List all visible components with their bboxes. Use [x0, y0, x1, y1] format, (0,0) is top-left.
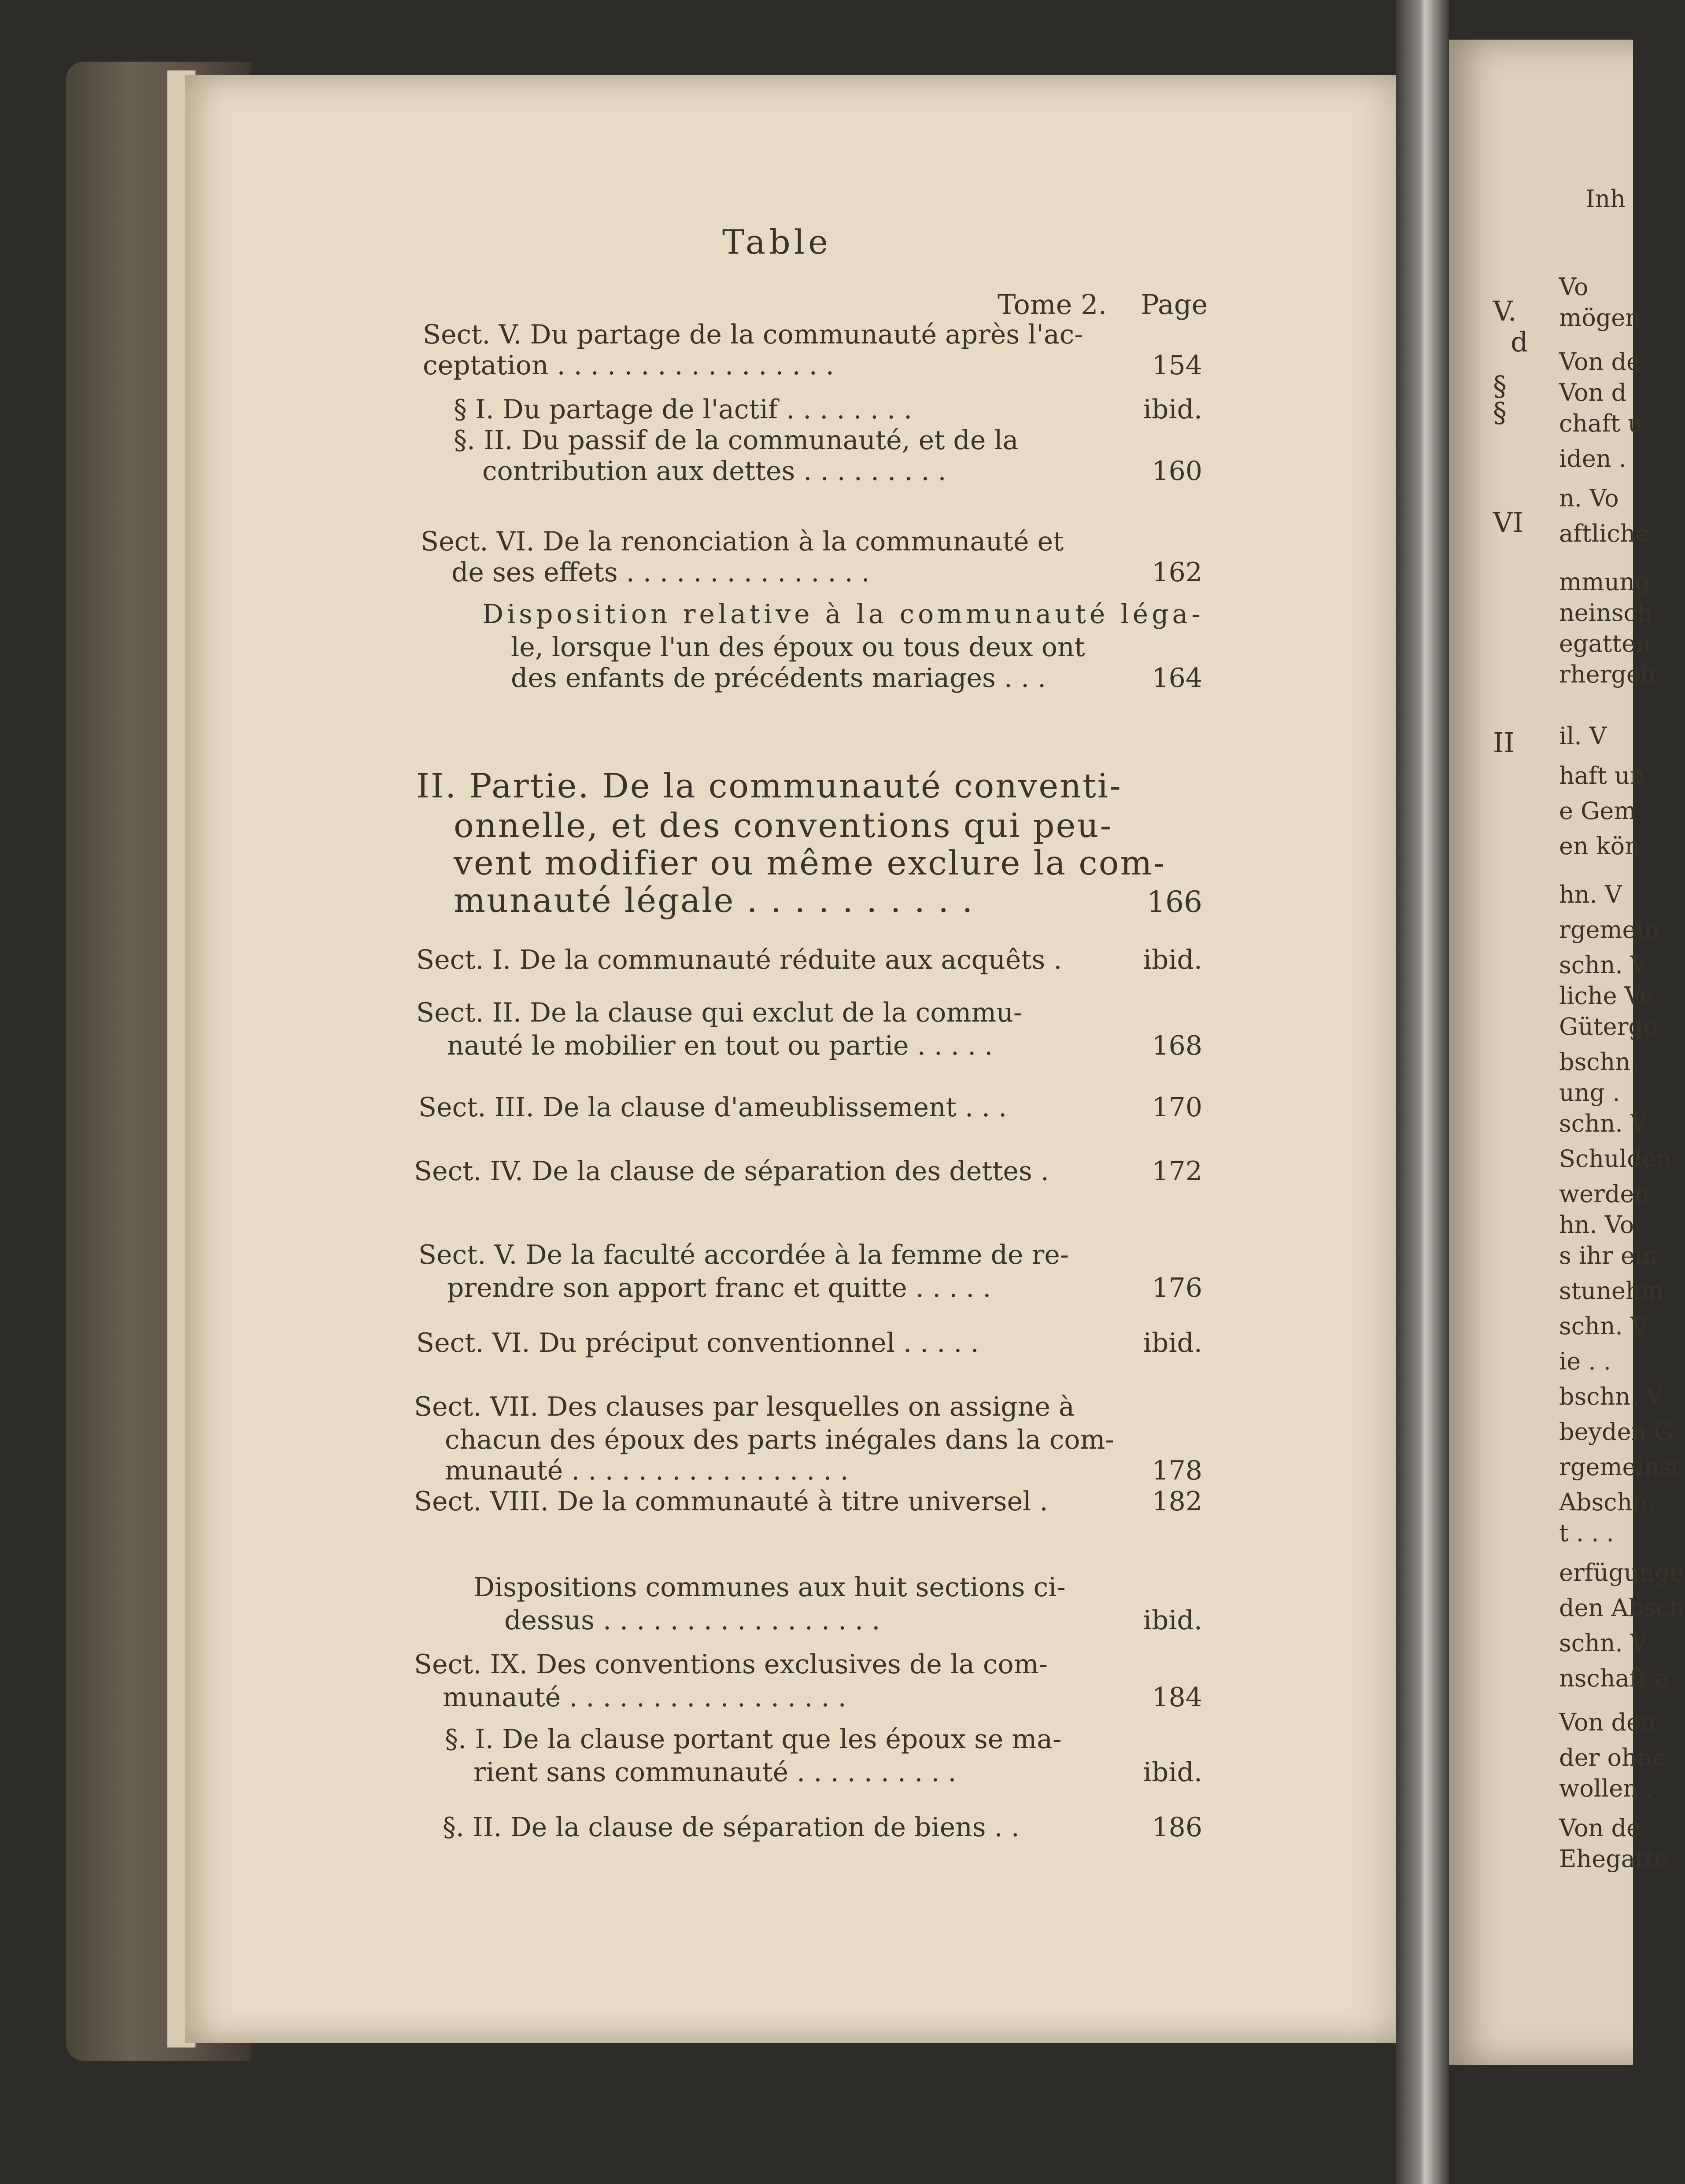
toc-line: Dispositions communes aux huit sections ci-: [473, 1572, 1066, 1603]
facing-page-line: bschn.: [1559, 1048, 1638, 1076]
facing-page-line: Von d: [1559, 379, 1627, 406]
toc-line: contribution aux dettes . . . . . . . . .: [482, 456, 946, 487]
toc-page: 164: [1152, 663, 1202, 694]
toc-line: Disposition relative à la communauté léga-: [482, 599, 1204, 630]
toc-page: 176: [1152, 1273, 1202, 1303]
facing-page-line: Von den: [1559, 1708, 1656, 1736]
facing-page-line: iden .: [1559, 445, 1626, 472]
toc-page: 182: [1152, 1486, 1202, 1517]
book-gutter: [1396, 0, 1449, 2184]
toc-page: 172: [1152, 1156, 1202, 1187]
toc-line: des enfants de précédents mariages . . .: [511, 663, 1046, 694]
toc-line: Sect. VI. De la renonciation à la communauté et: [421, 526, 1064, 557]
toc-line: rient sans communauté . . . . . . . . . .: [473, 1757, 957, 1788]
toc-line: Sect. IV. De la clause de séparation des dettes .: [414, 1156, 1049, 1187]
toc-line: nauté le mobilier en tout ou partie . . . . .: [447, 1030, 993, 1061]
toc-line: Sect. I. De la communauté réduite aux acquêts .: [416, 944, 1062, 975]
facing-page-line: den Absch: [1559, 1594, 1685, 1622]
facing-page-line: erfügunge: [1559, 1559, 1684, 1586]
facing-page-line: bschn. V: [1559, 1383, 1663, 1410]
facing-page-line: Güterge: [1559, 1013, 1658, 1040]
facing-page-line: nschaft a: [1559, 1664, 1670, 1692]
facing-page-line: beyden G: [1559, 1418, 1673, 1446]
toc-page: ibid.: [1143, 1328, 1202, 1358]
facing-page-line: wollen .: [1559, 1774, 1654, 1802]
facing-page-line: stunehm: [1559, 1277, 1663, 1305]
toc-page: 186: [1152, 1812, 1202, 1843]
facing-page-line: n. Vo: [1559, 484, 1619, 512]
facing-page-line: Von de: [1559, 1814, 1641, 1842]
toc-line: § I. Du partage de l'actif . . . . . . . .: [454, 394, 913, 425]
toc-line: Sect. VII. Des clauses par lesquelles on assigne à: [414, 1391, 1075, 1422]
facing-page-line: hn. V: [1559, 881, 1622, 908]
facing-page-line: Ehegatte: [1559, 1845, 1669, 1873]
toc-line: §. II. Du passif de la communauté, et de la: [454, 425, 1019, 456]
page-column-label: Page: [1141, 288, 1208, 321]
toc-line: Sect. IX. Des conventions exclusives de la com-: [414, 1649, 1048, 1680]
facing-page-margin-mark: V.: [1493, 295, 1517, 327]
facing-page-line: Abschn.: [1559, 1488, 1655, 1516]
facing-page-line: en kön: [1559, 832, 1640, 860]
facing-page-line: schn. V: [1559, 1110, 1648, 1137]
toc-line: Sect. V. De la faculté accordée à la femme de re-: [418, 1240, 1069, 1270]
toc-page: 170: [1152, 1092, 1202, 1123]
facing-page-line: Von de: [1559, 348, 1641, 376]
toc-page: ibid.: [1143, 1757, 1202, 1788]
toc-line: dessus . . . . . . . . . . . . . . . . .: [504, 1605, 880, 1636]
facing-page-line: Schulden: [1559, 1145, 1672, 1173]
toc-line: §. I. De la clause portant que les époux se ma-: [445, 1724, 1062, 1755]
toc-part-line: onnelle, et des conventions qui peu-: [454, 806, 1113, 845]
toc-line: Sect. VI. Du préciput conventionnel . . . . .: [416, 1328, 979, 1358]
facing-page-line: werden .: [1559, 1180, 1665, 1208]
toc-page: 154: [1152, 350, 1202, 381]
facing-page-line: schn. V: [1559, 1629, 1648, 1657]
facing-page-line: ung .: [1559, 1079, 1620, 1107]
facing-page-line: il. V: [1559, 722, 1607, 750]
facing-page-line: chaft u: [1559, 410, 1643, 437]
facing-page-line: schn. V: [1559, 951, 1648, 979]
facing-page-line: aftliche: [1559, 520, 1650, 547]
facing-page-line: e Gem: [1559, 797, 1637, 825]
toc-line: §. II. De la clause de séparation de biens . .: [443, 1812, 1020, 1843]
facing-page-line: liche Ve: [1559, 982, 1654, 1010]
toc-line: chacun des époux des parts inégales dans la com-: [445, 1424, 1114, 1455]
toc-line: Sect. II. De la clause qui exclut de la commu-: [416, 997, 1023, 1028]
facing-page-line: mögen: [1559, 304, 1641, 332]
facing-page-line: der ohne: [1559, 1744, 1667, 1771]
toc-line: munauté . . . . . . . . . . . . . . . . .: [445, 1455, 849, 1486]
toc-page: 184: [1152, 1682, 1202, 1713]
facing-page-margin-mark: VI: [1493, 506, 1524, 539]
toc-line: Sect. III. De la clause d'ameublissement . . .: [418, 1092, 1007, 1123]
facing-page-line: egatten: [1559, 630, 1651, 657]
toc-page: ibid.: [1143, 944, 1202, 975]
facing-page-line: neinsch: [1559, 599, 1652, 627]
facing-page-margin-mark: d: [1511, 326, 1528, 358]
facing-page-line: Vo: [1559, 273, 1589, 301]
facing-page-margin-mark: §: [1493, 370, 1507, 402]
toc-page: ibid.: [1143, 1605, 1202, 1636]
toc-page: ibid.: [1143, 394, 1202, 425]
toc-page: 168: [1152, 1030, 1202, 1061]
facing-page-line: Inh: [1585, 185, 1626, 213]
toc-part-line: II. Partie. De la communauté conventi-: [416, 766, 1122, 805]
facing-page-line: mmung: [1559, 568, 1650, 596]
facing-page-line: rhergeh: [1559, 660, 1656, 688]
toc-line: munauté . . . . . . . . . . . . . . . . .: [443, 1682, 846, 1713]
toc-page: 160: [1152, 456, 1202, 487]
toc-part-line: vent modifier ou même exclure la com-: [454, 843, 1166, 882]
facing-page-line: schn. V: [1559, 1312, 1648, 1340]
toc-line: prendre son apport franc et quitte . . . . .: [447, 1273, 991, 1303]
facing-page-line: t . . .: [1559, 1519, 1614, 1547]
facing-page-line: ie . .: [1559, 1347, 1611, 1375]
toc-line: Sect. V. Du partage de la communauté après l'ac-: [423, 319, 1083, 350]
facing-page-line: hn. Vo: [1559, 1211, 1634, 1239]
toc-page: 166: [1147, 885, 1202, 919]
facing-page-line: rgemeinsc: [1559, 1453, 1685, 1481]
toc-line: ceptation . . . . . . . . . . . . . . . . .: [423, 350, 834, 381]
facing-page-margin-mark: II: [1493, 727, 1515, 759]
facing-page-margin-mark: §: [1493, 396, 1507, 428]
toc-line: le, lorsque l'un des époux ou tous deux ont: [511, 632, 1085, 663]
toc-page: 178: [1152, 1455, 1202, 1486]
toc-line: Sect. VIII. De la communauté à titre universel .: [414, 1486, 1048, 1517]
facing-page-line: s ihr ein: [1559, 1242, 1658, 1269]
facing-page-line: rgemein: [1559, 916, 1659, 944]
tome-label: Tome 2.: [998, 288, 1107, 321]
toc-line: de ses effets . . . . . . . . . . . . . . .: [451, 557, 870, 588]
page-title: Table: [722, 222, 832, 262]
toc-part-line: munauté légale . . . . . . . . . .: [454, 881, 974, 920]
facing-page-line: haft un: [1559, 762, 1645, 789]
toc-page: 162: [1152, 557, 1202, 588]
